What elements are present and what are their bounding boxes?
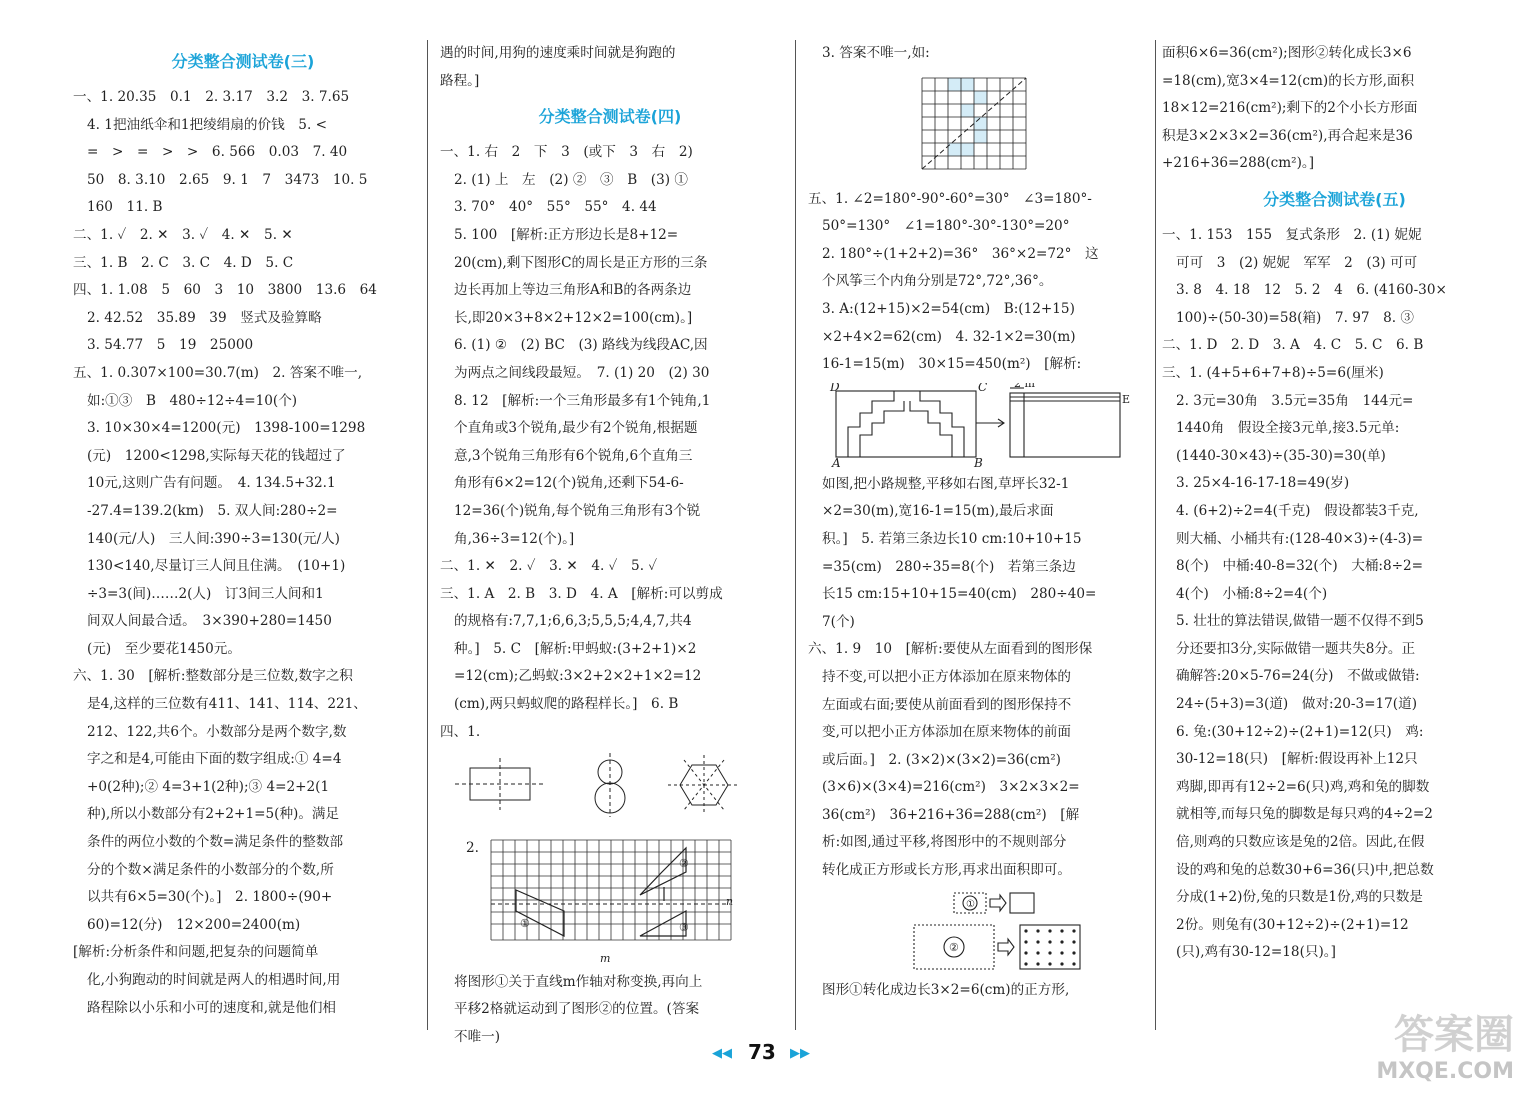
answer-line: 三、1. B 2. C 3. C 4. D 5. C [73,254,294,271]
answer-line: 二、1. D 2. D 3. A 4. C 5. C 6. B [1162,337,1424,354]
answer-line: 意,3个锐角三角形有6个锐角,6个直角三 [454,447,693,464]
answer-line: 分还要扣3分,实际做错一题共失8分。正 [1176,640,1416,657]
column-divider-2 [795,40,796,1030]
answer-lines [73,84,413,1022]
answer-line: 如图,把小路规整,平移如右图,草坪长32-1 [822,475,1070,492]
axis-n-label: n [726,894,734,908]
answer-line: 5. 100 [解析:正方形边长是8+12= [454,226,679,243]
answer-line: 8(个) 中桶:40-8=32(个) 大桶:8÷2= [1176,558,1424,575]
answer-line: 倍,则鸡的只数应该是兔的2倍。因此,在假 [1176,834,1425,851]
answer-line: 2. (1) 上 左 (2) ② ③ B (3) ① [454,171,688,188]
answer-line: 三、1. A 2. B 3. D 4. A [解析:可以剪成 [440,585,723,602]
answer-line: (1440-30×43)÷(35-30)=30(单) [1176,447,1386,464]
answer-line: 设的鸡和兔的总数30+6=36(只)中,把总数 [1176,861,1434,878]
answer-line: = > = > > 6. 566 0.03 7. 40 [87,144,348,161]
answer-line: 160 11. B [87,199,163,216]
answer-line: 图形①转化成边长3×2=6(cm)的正方形, [822,981,1070,998]
answer-line: 8. 12 [解析:一个三角形最多有1个钝角,1 [454,392,711,409]
answer-line: 一、1. 153 155 复式条形 2. (1) 妮妮 [1162,226,1422,243]
answer-line: 2. 3元=30角 3.5元=35角 144元= [1176,392,1414,409]
answer-line: 7(个) [822,613,855,630]
answer-line: 3. A:(12+15)×2=54(cm) B:(12+15) [822,300,1075,317]
answer-line: 左面或右面;要使从前面看到的图形保持不 [822,696,1072,713]
answer-line: 212、122,共6个。小数部分是两个数字,数 [87,723,347,740]
answer-line: 条件的两位小数的个数=满足条件的整数部 [87,834,344,851]
answer-lines-d [808,977,1148,1005]
answer-line: 一、1. 20.35 0.1 2. 3.17 3.2 3. 7.65 [73,89,350,105]
grid-diagonal-figure [808,72,1148,182]
answer-lines-a [808,40,1148,68]
watermark-logo: 答案圈 [1394,1012,1514,1058]
answer-line: 四、1. 1.08 5 60 3 10 3800 13.6 64 [73,282,377,299]
column-divider-3 [1155,40,1156,1030]
answer-line: 六、1. 9 10 [解析:要使从左面看到的图形保 [808,641,1093,658]
shape-label-3: ③ [679,920,689,934]
answer-line: 积是3×2×3×2=36(cm²),再合起来是36 [1162,127,1413,144]
answer-line: 积。] 5. 若第三条边长10 cm:10+10+15 [822,530,1082,547]
answer-line: (元) 1200<1298,实际每天花的钱超过了 [87,447,346,464]
answer-line: (只),鸡有30-12=18(只)。] [1176,944,1336,961]
answer-line: 变,可以把小正方体添加在原来物体的前面 [822,724,1072,741]
answer-line: 4. (6+2)÷2=4(千克) 假设都装3千克, [1176,502,1419,519]
column-2 [440,40,780,1052]
answer-line: 则大桶、小桶共有:(128-40×3)÷(4-3)= [1176,530,1424,547]
answer-line: 种。] 5. C [解析:甲蚂蚁:(3+2+1)×2 [454,640,697,657]
answer-line: (3×6)×(3×4)=216(cm²) 3×2×3×2= [822,779,1080,796]
answer-line: 面积6×6=36(cm²);图形②转化成长3×6 [1162,45,1412,61]
answer-lines-c [808,471,1148,885]
answer-line: 为两点之间线段最短。 7. (1) 20 (2) 30 [454,364,710,381]
answer-line: 鸡脚,即再有12÷2=6(只)鸡,鸡和兔的脚数 [1176,778,1430,795]
axis-m-label: m [600,951,611,965]
answer-line: =18(cm),宽3×4=12(cm)的长方形,面积 [1162,72,1415,89]
answer-line: 36(cm²) 36+216+36=288(cm²) [解 [822,806,1080,823]
answer-line: 以共有6×5=30(个)。] 2. 1800÷(90+ [87,889,333,906]
answer-line: 60)=12(分) 12×200=2400(m) [87,916,301,933]
answer-line: 持不变,可以把小正方体添加在原来物体的 [822,668,1072,685]
next-page-arrow-icon: ▶▶ [790,1046,810,1061]
answer-line: 是4,这样的三位数有411、141、114、221、 [87,696,367,713]
answer-lines-b [808,186,1148,379]
prev-page-arrow-icon: ◀◀ [712,1046,732,1061]
answer-line: 24÷(5+3)=3(道) 做对:20-3=17(道) [1176,696,1418,713]
answer-line: 130<140,尽量订三人间且住满。 (10+1) [87,558,346,575]
grid-transform-figure [440,835,780,965]
answer-line: 长,即20×3+8×2+12×2=100(cm)。] [454,309,693,326]
watermark-url: MXQE.COM [1376,1059,1514,1084]
answer-line: 50 8. 3.10 2.65 9. 1 7 3473 10. 5 [87,171,368,188]
answer-line: 4. 1把油纸伞和1把绫绢扇的价钱 5. < [87,116,327,133]
answer-line: 1440角 假设全接3元单,接3.5元单: [1176,420,1400,437]
answer-line: 二、1. ✕ 2. ✓ 3. ✕ 4. ✓ 5. ✓ [440,558,658,575]
answer-line: 种),所以小数部分有2+2+1=5(种)。满足 [87,806,340,823]
answer-line: 路程除以小乐和小可的速度和,就是他们相 [87,999,337,1016]
answer-line: 四、1. [440,723,481,740]
answer-line: 不唯一) [454,1029,501,1046]
answer-lines [440,139,780,746]
answer-line: 将图形①关于直线m作轴对称变换,再向上 [454,973,703,990]
answer-line: 遇的时间,用狗的速度乘时间就是狗跑的 [440,45,676,61]
answer-line: 3. 25×4-16-17-18=49(岁) [1176,475,1350,492]
answer-line: 或后面。] 2. (3×2)×(3×2)=36(cm²) [822,751,1061,768]
answer-line: 4(个) 小桶:8÷2=4(个) [1176,585,1328,602]
answer-line: 2. 42.52 35.89 39 竖式及验算略 [87,309,322,326]
answer-line: 30-12=18(只) [解析:假设再补上12只 [1176,751,1418,768]
answer-line: 100)÷(50-30)=58(箱) 7. 97 8. ③ [1176,309,1414,326]
answer-line: 20(cm),剩下图形C的周长是正方形的三条 [454,254,708,271]
answer-line: -27.4=139.2(km) 5. 双人间:280÷2= [87,502,338,519]
answer-line: ÷3=3(间)……2(人) 订3间三人间和1 [87,585,324,602]
answer-line: 路程。] [440,72,480,89]
point-label-E: E [1122,392,1131,406]
answer-line: ×2+4×2=62(cm) 4. 32-1×2=30(m) [822,328,1076,345]
fig2-label-1: ① [966,898,975,910]
answer-line: 140(元/人) 三人间:390÷3=130(元/人) [87,530,340,547]
width-label: 2 m [1014,382,1035,390]
answer-line: 字之和是4,可能由下面的数字组成:① 4=4 [87,751,342,768]
test-title-3: 分类整合测试卷(三) [171,52,315,71]
path-translation-figure [808,383,1148,467]
rectangle-figure [455,758,545,810]
answer-line: 化,小狗跑动的时间就是两人的相遇时间,用 [87,972,341,988]
answer-line: 析:如图,通过平移,将图形中的不规则部分 [822,834,1067,851]
answer-line: 角形有6×2=12(个)锐角,还剩下54-6- [454,475,684,492]
symmetry-figures [440,750,780,831]
answer-line: 2份。则兔有(30+12÷2)÷(2+1)=12 [1176,916,1409,933]
point-label-B: B [974,455,983,467]
area-transform-figure [808,889,1148,973]
test-title-4: 分类整合测试卷(四) [538,107,682,127]
answer-line: 的规格有:7,7,1;6,6,3;5,5,5;4,4,7,共4 [454,613,692,630]
watermark [1376,1012,1514,1086]
answer-line: 二、1. ✓ 2. ✕ 3. ✓ 4. ✕ 5. ✕ [73,226,293,243]
shape-label-1: ① [520,916,530,930]
point-label-D: D [830,382,840,394]
answer-line: 如:①③ B 480÷12÷4=10(个) [87,392,298,409]
answer-line: (元) 至少要花1450元。 [87,640,241,657]
answer-line: 平移2格就运动到了图形②的位置。(答案 [454,1001,700,1018]
answer-line: 三、1. (4+5+6+7+8)÷5=6(厘米) [1162,364,1384,381]
answer-line: 就相等,而每只兔的脚数是每只鸡的4÷2=2 [1176,806,1433,823]
answer-line: 分成(1+2)份,兔的只数是1份,鸡的只数是 [1176,889,1423,906]
answer-lines-top [440,40,780,95]
answer-line: 12=36(个)锐角,每个锐角三角形有3个锐 [454,502,701,519]
answer-line: =12(cm);乙蚂蚁:3×2+2×2+1×2=12 [454,668,702,685]
answer-line: (cm),两只蚂蚁爬的路程样长。] 6. B [454,696,679,713]
answer-lines-bottom [440,969,780,1052]
fig2-label-2: ② [949,940,959,954]
answer-line: +216+36=288(cm²)。] [1162,155,1315,172]
snowman-figure [595,753,625,817]
answer-line: 5. 壮壮的算法错误,做错一题不仅得不到5 [1176,613,1424,630]
answer-line: 五、1. 0.307×100=30.7(m) 2. 答案不唯一, [73,364,363,381]
answer-line: 确解答:20×5-76=24(分) 不做或做错: [1176,668,1420,685]
answer-line: 3. 54.77 5 19 25000 [87,337,254,354]
answer-line: 个风筝三个内角分别是72°,72°,36°。 [822,273,1053,290]
answer-line: 边长再加上等边三角形A和B的各两条边 [454,282,692,299]
answer-line: 6. 兔:(30+12÷2)÷(2+1)=12(只) 鸡: [1176,723,1424,740]
answer-line: 个直角或3个锐角,最少有2个锐角,根据题 [454,420,698,437]
answer-line: ×2=30(m),宽16-1=15(m),最后求面 [822,503,1054,520]
answer-line: +0(2种);② 4=3+1(2种);③ 4=2+2(1 [87,778,330,795]
fig-label-2: 2. [466,839,479,856]
answer-line: 五、1. ∠2=180°-90°-60°=30° ∠3=180°- [808,190,1092,207]
answer-line: 18×12=216(cm²);剩下的2个小长方形面 [1162,100,1418,117]
answer-line: 16-1=15(m) 30×15=450(m²) [解析: [822,356,1082,373]
test-title-5: 分类整合测试卷(五) [1263,189,1406,209]
answer-line: 10元,这则广告有问题。 4. 134.5+32.1 [87,475,336,492]
point-label-A: A [832,455,841,467]
answer-line: 可可 3 (2) 妮妮 军军 2 (3) 可可 [1176,254,1418,271]
column-4 [1162,40,1507,967]
answer-lines-top [1162,40,1507,178]
answer-line: 转化成正方形或长方形,再求出面积即可。 [822,862,1072,879]
answer-line: 长15 cm:15+10+15=40(cm) 280÷40= [822,586,1097,603]
answer-line: =35(cm) 280÷35=8(个) 若第三条边 [822,558,1076,575]
answer-line: [解析:分析条件和问题,把复杂的问题简单 [73,944,319,961]
answer-line: 3. 70° 40° 55° 55° 4. 44 [454,199,657,216]
answer-line: 一、1. 右 2 下 3 (或下 3 右 2) [440,144,693,161]
answer-line: 六、1. 30 [解析:整数部分是三位数,数字之积 [73,668,353,685]
answer-line: 分的个数×满足条件的小数部分的个数,所 [87,861,334,878]
answer-lines [1162,222,1507,967]
column-3 [808,40,1148,1004]
answer-line: 2. 180°÷(1+2+2)=36° 36°×2=72° 这 [822,245,1099,262]
column-1 [73,40,413,1022]
answer-line: 间双人间最合适。 3×390+280=1450 [87,613,332,630]
page-number: 73 [748,1040,776,1064]
column-divider-1 [427,40,428,1030]
answer-line: 50°=130° ∠1=180°-30°-130°=20° [822,218,1070,235]
point-label-C: C [978,382,988,394]
shape-label-2: ② [679,856,689,870]
hexagon-figure [668,755,740,815]
answer-line: 3. 8 4. 18 12 5. 2 4 6. (4160-30× [1176,282,1447,299]
answer-line: 角,36÷3=12(个)。] [454,530,575,547]
answer-line: 3. 10×30×4=1200(元) 1398-100=1298 [87,420,366,437]
answer-line: 6. (1) ② (2) BC (3) 路线为线段AC,因 [454,337,708,354]
answer-line: 3. 答案不唯一,如: [822,45,930,61]
